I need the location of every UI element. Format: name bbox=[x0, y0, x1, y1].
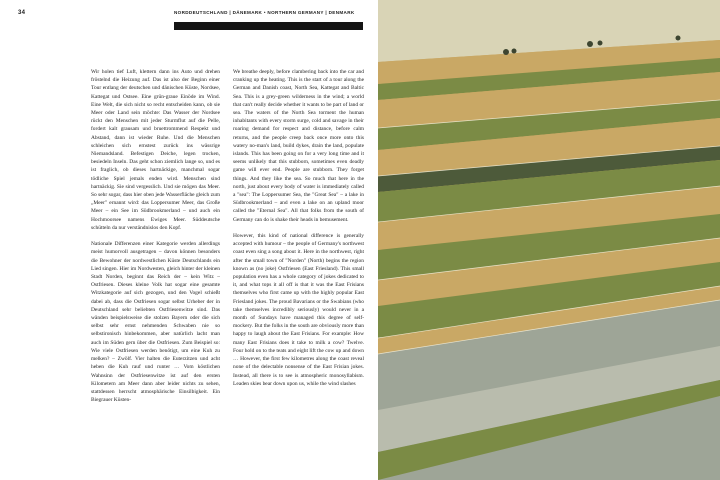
german-text-column bbox=[91, 68, 220, 413]
running-head: NORDDEUTSCHLAND | DÄNEMARK • NORTHERN GERMANY | DENMARK bbox=[174, 10, 355, 15]
page-number: 34 bbox=[18, 10, 26, 16]
english-paragraph-2: However, this kind of national difference is generally accepted with humour – the people of Germany's northwest coast even sing a song about it. Here in the northwest, right after the small town of "Norden" (North) begins the region known as (no joke) Ostfriesen (East Friesland). This small population even has a whole category of jokes dedicated to it, and what tops it all off is that it was the East Frisians themselves who first came up with the highly popular East Friesland jokes. The proud Bavarians or the Swabians (who take themselves incredibly seriously) would never in a month of Sundays have managed this degree of self-mockery. But the folks in the south are obviously more than happy to laugh about the East Frisians. For example: How many East Frisians does it take to milk a cow? Twelve. Four hold on to the teats and eight lift the cow up and down … However, the first few kilometres along the coast reveal none of the delectable nonsense of the East Frisian jokes. Instead, all there is to see is atmospheric monosyllabism. Leaden skies bear down upon us, while the wind slashes bbox=[233, 233, 364, 387]
english-paragraph-1: We breathe deeply, before clambering back into the car and cranking up the heating. This is the start of a tour along the German and Danish coast, North Sea, Kattegat and Baltic Sea. This is a grey-green wilderness in the wind; a world that can't really decide whether it wants to be part of land or sea. The waters of the North Sea torment the human inhabitants with every storm surge, cold and savage in their roaring demand for respect and distance, before calm returns, and the people creep back once more onto this watery no-man's land, build dykes, drain the land, populate islands. This has been going on for a very long time and it seems unlikely that this stubborn, sometimes even deadly game will ever end. People are stubborn. They forget things. And they like the sea. So much that here in the north, just about every body of water is immediately called a "sea": The Loppersumer Sea, the "Great Sea" – a lake in Südbrookmerland – and even a lake on an upland moor called the "Eternal Sea". All that folks from the south of Germany can do is shake their heads in bemusement. bbox=[233, 69, 364, 223]
german-paragraph-1: Wir holen tief Luft, klettern dann ins Auto und drehen fröstelnd die Heizung auf. Das ist also der Beginn einer Tour entlang der deutschen und dänischen Küste, Nordsee, Kattegat und Ostsee. Eine grün-graue Einöde im Wind. Eine Welt, die sich nicht so recht entscheiden kann, ob sie Meer oder Land sein möchte: Das Wasser der Nordsee rückt den Menschen mit jeder Sturmflut auf die Pelle, fordert kalt grausam und bruettrommend Respekt und Abstand, dann ist wieder Ruhe. Und die Menschen schleichen sich ernstest zurück ins wässrige Niemandsland. Befestigen Deiche, legen trocken, besiedeln Inseln. Das geht schon ziemlich lange so, und es ist fraglich, ob dieses hartnäckige, manchmal sogar tödliche Spiel jemals enden wird. Menschen sind hartnäckig. Sie sind vergesslich. Und sie mögen das Meer. So sehr sogar, dass hier oben jede Wasserfläche gleich zum „Meer" ernannt wird: das Loppersumer Meer, das Große Meer – ein See im Südbrookmerland – und auch ein Hochmoorsee namens Ewiges Meer. Süddeutsche schütteln da nur verständnislos den Kopf. bbox=[91, 69, 220, 231]
german-paragraph-2: Nationale Differenzen einer Kategorie werden allerdings meist humorvoll ausgetragen – davon können besonders die Bewohner der nordwestlichen Küste Deutschlands ein Lied singen. Hier im Nordwesten, gleich hinter der kleinen Stadt Norden, beginnt das Reich der – kein Witz – Ostfriesen. Dieses kleine Volk hat sogar eine gesamte Witzkategorie auf sich gezogen, und den Vogel schießt dabei ab, dass die Ostfriesen sogar selbst Urheber der in Deutschland sehr beliebten Ostfriesenwitze sind. Das wänden beispielsweise die stolzen Bayern oder die sich selbst sehr ernst nehmenden Schwaben nie so selbstironisch hinbekommen, aber natürlich lacht man auch im Süden gern über die Ostfriesen. Zum Beispiel so: Wie viele Ostfriesen werden benötigt, um eine Kuh zu melken? – Zwölf. Vier halten die Euterzitzen und acht heben die Kuh rauf und runter … Vom köstlichen Wahnsinn der Ostfriesenwitze ist auf den ersten Kilometern am Meer dann aber leider nichts zu sehen, stattdessen herrscht atmosphärische Einsilbigkeit. Ein Biegrauer Küsten- bbox=[91, 241, 220, 404]
english-text-column bbox=[233, 68, 364, 396]
header-rule bbox=[174, 22, 363, 30]
tree bbox=[676, 36, 681, 41]
aerial-fields-image bbox=[378, 0, 720, 480]
aerial-fields-photo bbox=[378, 0, 720, 480]
tree bbox=[503, 49, 509, 55]
tree bbox=[512, 49, 517, 54]
tree bbox=[598, 41, 603, 46]
tree bbox=[587, 41, 593, 47]
